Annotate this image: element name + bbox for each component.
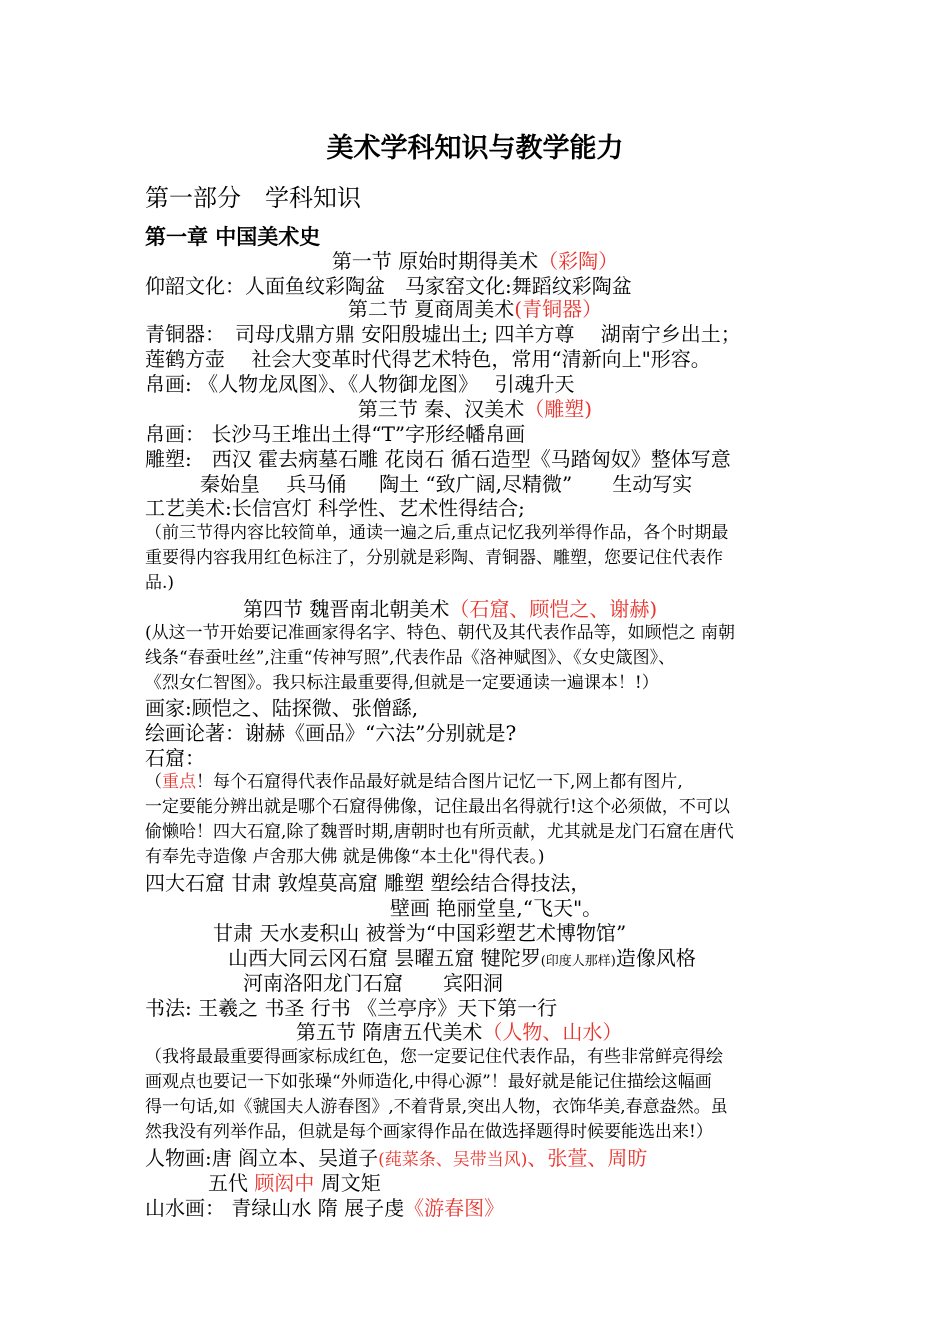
section-3-heading (0, 398, 950, 421)
note-2-line-1: (从这一节开始要记准画家得名字、特色、朝代及其代表作品等，如顾恺之 南朝 (145, 623, 736, 643)
section-3-highlight: （雕塑) (524, 397, 593, 421)
silk-painting-line-1: 帛画: 《人物龙凤图》、《人物御龙图》 引魂升天 (145, 372, 575, 396)
grotto-line-2: 壁画 艳丽堂皇,“飞天"。 (390, 896, 603, 920)
note-4-line-4: 然我没有列举作品，但就是每个画家得作品在做选择题得时候要能选出来!） (145, 1122, 713, 1142)
note-3-line-4: 有奉先寺造像 卢舍那大佛 就是佛像“本土化"得代表。) (145, 847, 545, 867)
document-title: 美术学科知识与教学能力 (326, 133, 624, 164)
figure-painting-painters: 、张萱、周昉 (527, 1146, 648, 1170)
note-2-line-3: 《烈女仁智图》。我只标注最重要得,但就是一定要通读一遍课本！!） (145, 673, 659, 693)
five-dynasties-b: 周文矩 (314, 1171, 381, 1195)
sculpture-line: 雕塑: 西汉 霍去病墓石雕 花岗石 循石造型《马踏匈奴》整体写意 (145, 447, 731, 471)
note-3-line-3: 偷懒哈！四大石窟,除了魏晋时期,唐朝时也有所贡献，尤其就是龙门石窟在唐代 (145, 822, 734, 842)
grotto-line-4-small: (印度人那样) (540, 954, 616, 969)
five-dynasties-highlight: 顾闳中 (254, 1171, 315, 1195)
grotto-line-1: 四大石窟 甘肃 敦煌莫高窟 雕塑 塑绘结合得技法， (145, 871, 591, 895)
section-5-highlight: （人物、山水） (482, 1020, 623, 1044)
section-1-heading (0, 250, 950, 273)
section-2-label: 第二节 夏商周美术 (347, 297, 515, 321)
note-1-line-1: （前三节得内容比较简单，通读一遍之后,重点记忆我列举得作品，各个时期最 (145, 523, 729, 543)
section-5-label: 第五节 隋唐五代美术 (296, 1020, 483, 1044)
grotto-line-4 (228, 947, 696, 970)
landscape-work: 《游春图》 (404, 1196, 505, 1220)
section-4-heading (243, 598, 657, 621)
section-5-heading (296, 1021, 622, 1044)
section-3-label: 第三节 秦、汉美术 (357, 397, 525, 421)
section-1-highlight: （彩陶） (538, 249, 619, 273)
section-2-heading (0, 298, 950, 321)
calligraphy-line: 书法: 王羲之 书圣 行书 《兰亭序》天下第一行 (145, 996, 558, 1020)
crafts-line: 工艺美术:长信宫灯 科学性、艺术性得结合; (145, 496, 525, 520)
section-1-label: 第一节 原始时期得美术 (331, 249, 539, 273)
bronze-line-2: 莲鹤方壶 社会大变革时代得艺术特色，常用“清新向上"形容。 (145, 347, 711, 371)
section-4-label: 第四节 魏晋南北朝美术 (243, 597, 450, 621)
chapter-heading: 第一章 中国美术史 (145, 224, 321, 249)
figure-painting-a: 人物画:唐 阎立本、吴道子 (145, 1146, 379, 1170)
bronze-line-1: 青铜器： 司母戊鼎方鼎 安阳殷墟出土; 四羊方尊 湖南宁乡出土； (145, 322, 741, 346)
note-4-line-3: 得一句话,如《虢国夫人游春图》,不着背景,突出人物，衣饰华美,春意盎然。虽 (145, 1097, 728, 1117)
note-1-line-2: 重要得内容我用红色标注了，分别就是彩陶、青铜器、雕塑，您要记住代表作 (145, 548, 723, 568)
grotto-line-3: 甘肃 天水麦积山 被誉为“中国彩塑艺术博物馆” (213, 921, 627, 945)
grotto-line-5: 河南洛阳龙门石窟 宾阳洞 (243, 971, 503, 995)
note-3-emphasis: 重点 (162, 772, 196, 792)
grotto-line-4-b: 造像风格 (615, 946, 696, 970)
yangshao-line: 仰韶文化：人面鱼纹彩陶盆 马家窑文化:舞蹈纹彩陶盆 (145, 274, 632, 298)
section-4-highlight: （石窟、顾恺之、谢赫) (449, 597, 658, 621)
part-heading: 第一部分 学科知识 (145, 184, 361, 212)
note-4-line-2: 画观点也要记一下如张璪“外师造化,中得心源”！最好就是能记住描绘这幅画 (145, 1072, 712, 1092)
five-dynasties-a: 五代 (208, 1171, 255, 1195)
five-dynasties-line (208, 1172, 381, 1195)
landscape-line (145, 1197, 504, 1220)
note-3-first: ！每个石窟得代表作品最好就是结合图片记忆一下,网上都有图片, (196, 772, 683, 792)
theory-line: 绘画论著：谢赫《画品》“六法”分别就是? (145, 721, 517, 745)
painters-line: 画家:顾恺之、陆探微、张僧繇, (145, 696, 419, 720)
note-2-line-2: 线条“春蚕吐丝”,注重“传神写照”,代表作品《洛神赋图》、《女史箴图》、 (145, 648, 676, 668)
note-3-line-1 (145, 773, 683, 793)
landscape-a: 山水画： 青绿山水 隋 展子虔 (145, 1196, 405, 1220)
note-3-line-2: 一定要能分辨出就是哪个石窟得佛像，记住最出名得就行!这个必须做，不可以 (145, 797, 730, 817)
section-2-highlight: (青铜器） (514, 297, 603, 321)
figure-painting-line (145, 1147, 647, 1171)
figure-painting-note: (莼菜条、吴带当风) (378, 1150, 528, 1170)
grotto-label: 石窟： (145, 746, 205, 770)
qin-terracotta-line: 秦始皇 兵马俑 陶土 “致广阔,尽精微” 生动写实 (200, 472, 693, 496)
grotto-line-4-a: 山西大同云冈石窟 昙曜五窟 犍陀罗 (228, 946, 541, 970)
note-1-line-3: 品.) (145, 573, 175, 593)
note-3-open: （ (145, 772, 162, 792)
note-4-line-1: （我将最最重要得画家标成红色，您一定要记住代表作品，有些非常鲜亮得绘 (145, 1047, 723, 1067)
silk-painting-line-2: 帛画： 长沙马王堆出土得“T”字形经幡帛画 (145, 422, 526, 446)
